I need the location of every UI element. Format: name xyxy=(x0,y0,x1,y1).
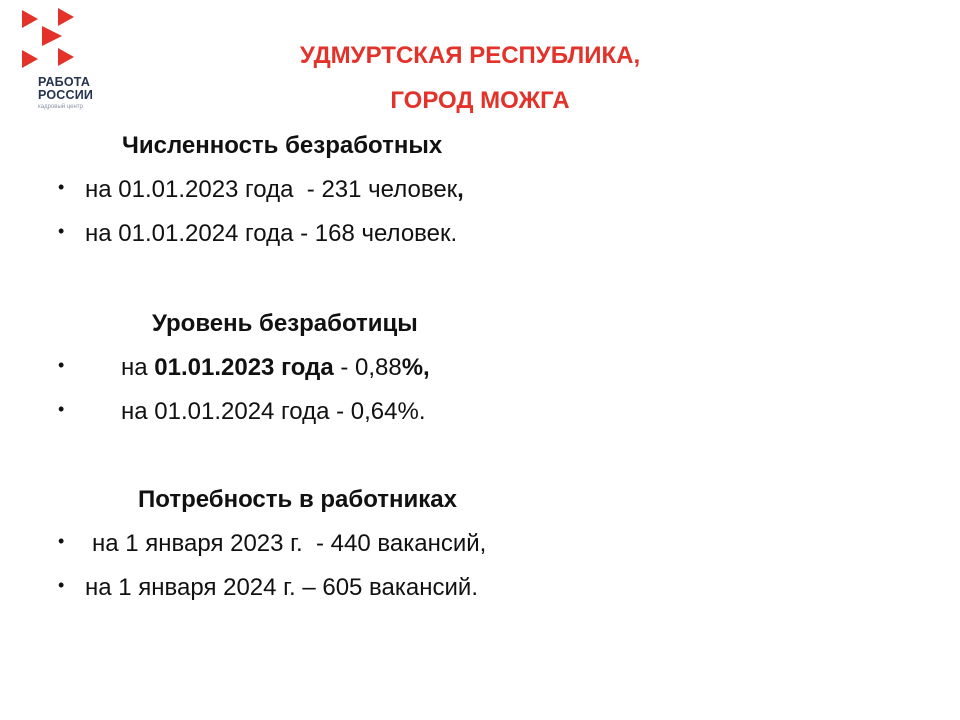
logo-text-line2: РОССИИ xyxy=(38,88,94,102)
bullet-icon: • xyxy=(58,355,65,375)
title-city: ГОРОД МОЖГА xyxy=(390,87,570,114)
title-region: УДМУРТСКАЯ РЕСПУБЛИКА, xyxy=(299,42,641,69)
list-item-text: на 01.01.2023 года - 0,88%, xyxy=(121,354,430,381)
bullet-icon: • xyxy=(58,221,65,241)
heading-workforce-demand: Потребность в работниках xyxy=(138,486,457,513)
bullet-icon: • xyxy=(58,177,65,197)
bullet-icon: • xyxy=(58,531,65,551)
bullet-icon: • xyxy=(58,399,65,419)
heading-unemployment-rate: Уровень безработицы xyxy=(152,310,418,337)
logo-text-line1: РАБОТА xyxy=(38,75,91,89)
logo-subtitle: кадровый центр xyxy=(38,104,83,110)
list-item-text: на 01.01.2024 года - 168 человек. xyxy=(85,220,458,247)
heading-unemployed-count: Численность безработных xyxy=(122,132,443,159)
bullet-icon: • xyxy=(58,575,65,595)
list-item-text: на 1 января 2024 г. – 605 вакансий. xyxy=(85,574,478,601)
list-item-text: на 01.01.2023 года - 231 человек, xyxy=(85,176,464,203)
list-item-text: на 01.01.2024 года - 0,64%. xyxy=(121,398,426,425)
list-item-text: на 1 января 2023 г. - 440 вакансий, xyxy=(92,530,487,557)
